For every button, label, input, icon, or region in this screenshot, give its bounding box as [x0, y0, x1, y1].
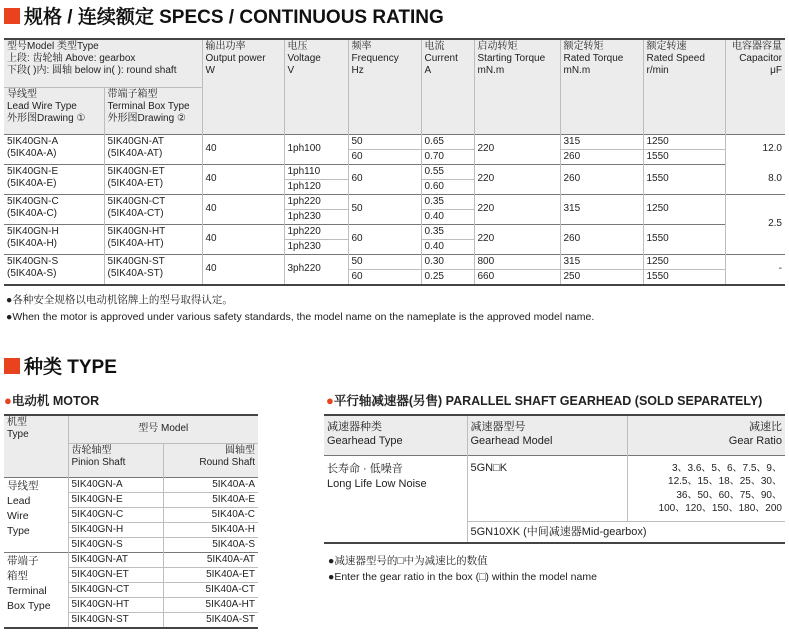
table-row: 5IK40GN-H 5IK40A-H [4, 522, 258, 537]
motor-table [4, 414, 258, 629]
capacitor-header: 电容器容量 Capacitor μF [725, 39, 785, 134]
table-row: 1ph230 0.40 [4, 239, 785, 254]
round-shaft-header: 圆轴型 Round Shaft [163, 443, 258, 477]
table-row: 5IK40GN-E (5IK40A-E) 5IK40GN-ET (5IK40A-ET) 40 1ph110 60 0.55 220 260 1550 [4, 164, 785, 179]
motor-subtitle: ●电动机 MOTOR [4, 393, 100, 408]
specs-note-en: ●When the motor is approved under various safety standards, the model name on the nameplate is the approved model name. [6, 311, 595, 323]
table-row: 5IK40GN-A (5IK40A-A) 5IK40GN-AT (5IK40A-AT) 40 1ph100 50 0.65 220 315 1250 12.0 8.0 [4, 134, 785, 149]
motor-model-header: 型号 Model [68, 415, 258, 443]
gearhead-type-value: 长寿命 · 低噪音 Long Life Low Noise [324, 455, 467, 543]
gearhead-model-value: 5GN□K [467, 455, 627, 521]
terminal-box-header: 带端子箱型 Terminal Box Type 外形图Drawing ② [104, 87, 202, 134]
specs-table [4, 38, 785, 286]
specs-section-title: 规格 / 连续额定 SPECS / CONTINUOUS RATING [4, 2, 444, 29]
starting-torque-header: 启动转矩 Starting Torque mN.m [474, 39, 560, 134]
model-header: 型号Model 类型Type 上段: 齿轮轴 Above: gearbox 下段( )内: 圆轴 below in( ): round shaft [4, 39, 202, 87]
gear-ratio-header: 减速比 Gear Ratio [627, 415, 785, 455]
table-row: 5IK40GN-S 5IK40A-S [4, 537, 258, 552]
table-row: 带端子 箱型 Terminal Box Type 5IK40GN-AT 5IK40A-AT [4, 552, 258, 567]
table-row: 5IK40GN-E 5IK40A-E [4, 492, 258, 507]
gearhead-note-cn: ●减速器型号的□中为减速比的数值 [328, 555, 488, 567]
gear-ratio-values: 3、3.6、5、6、7.5、9、 12.5、15、18、25、30、 36、50、60、75、90、 100、120、150、180、200 [627, 455, 785, 521]
table-row: 1ph120 0.60 [4, 179, 785, 194]
table-row: 5IK40GN-ST 5IK40A-ST [4, 612, 258, 628]
lead-wire-header: 导线型 Lead Wire Type 外形图Drawing ① [4, 87, 104, 134]
table-row: 60 0.25 660 250 1550 [4, 269, 785, 285]
rated-speed-header: 额定转速 Rated Speed r/min [643, 39, 725, 134]
orange-square-icon [4, 358, 20, 374]
orange-square-icon [4, 8, 20, 24]
table-row: 5IK40GN-C 5IK40A-C [4, 507, 258, 522]
table-row: 5IK40GN-HT 5IK40A-HT [4, 597, 258, 612]
table-row: 5IK40GN-S (5IK40A-S) 5IK40GN-ST (5IK40A-ST) 40 3ph220 50 0.30 800 315 1250 - [4, 254, 785, 269]
orange-dot-icon: ● [326, 393, 334, 408]
motor-type-header: 机型 Type [4, 415, 68, 477]
table-row: 5IK40GN-ET 5IK40A-ET [4, 567, 258, 582]
orange-dot-icon: ● [4, 393, 12, 408]
table-row: 5IK40GN-C (5IK40A-C) 5IK40GN-CT (5IK40A-CT) 40 1ph220 50 0.35 220 315 1250 2.5 [4, 194, 785, 209]
gearhead-type-header: 减速器种类 Gearhead Type [324, 415, 467, 455]
rated-torque-header: 额定转矩 Rated Torque mN.m [560, 39, 643, 134]
voltage-header: 电压 Voltage V [284, 39, 348, 134]
table-row: 5IK40GN-H (5IK40A-H) 5IK40GN-HT (5IK40A-HT) 40 1ph220 60 0.35 220 260 1550 [4, 224, 785, 239]
type-section-title: 种类 TYPE [4, 352, 117, 379]
specs-note-cn: ●各种安全规格以电动机铭牌上的型号取得认定。 [6, 294, 233, 306]
current-header: 电流 Current A [421, 39, 474, 134]
table-row: 60 0.70 260 1550 [4, 149, 785, 164]
table-row: 1ph230 0.40 [4, 209, 785, 224]
gearhead-note-en: ●Enter the gear ratio in the box (□) within the model name [328, 571, 597, 583]
table-row: 导线型 Lead Wire Type 5IK40GN-A 5IK40A-A [4, 477, 258, 492]
gearhead-table [324, 414, 785, 544]
mid-gearbox-value: 5GN10XK (中间减速器Mid-gearbox) [467, 521, 785, 543]
table-row [324, 455, 785, 521]
output-header: 输出功率 Output power W [202, 39, 284, 134]
gearhead-model-header: 减速器型号 Gearhead Model [467, 415, 627, 455]
gearhead-subtitle: ●平行轴减速器(另售) PARALLEL SHAFT GEARHEAD (SOLD SEPARATELY) [326, 393, 763, 408]
frequency-header: 频率 Frequency Hz [348, 39, 421, 134]
table-row: 5IK40GN-CT 5IK40A-CT [4, 582, 258, 597]
pinion-shaft-header: 齿轮轴型 Pinion Shaft [68, 443, 163, 477]
